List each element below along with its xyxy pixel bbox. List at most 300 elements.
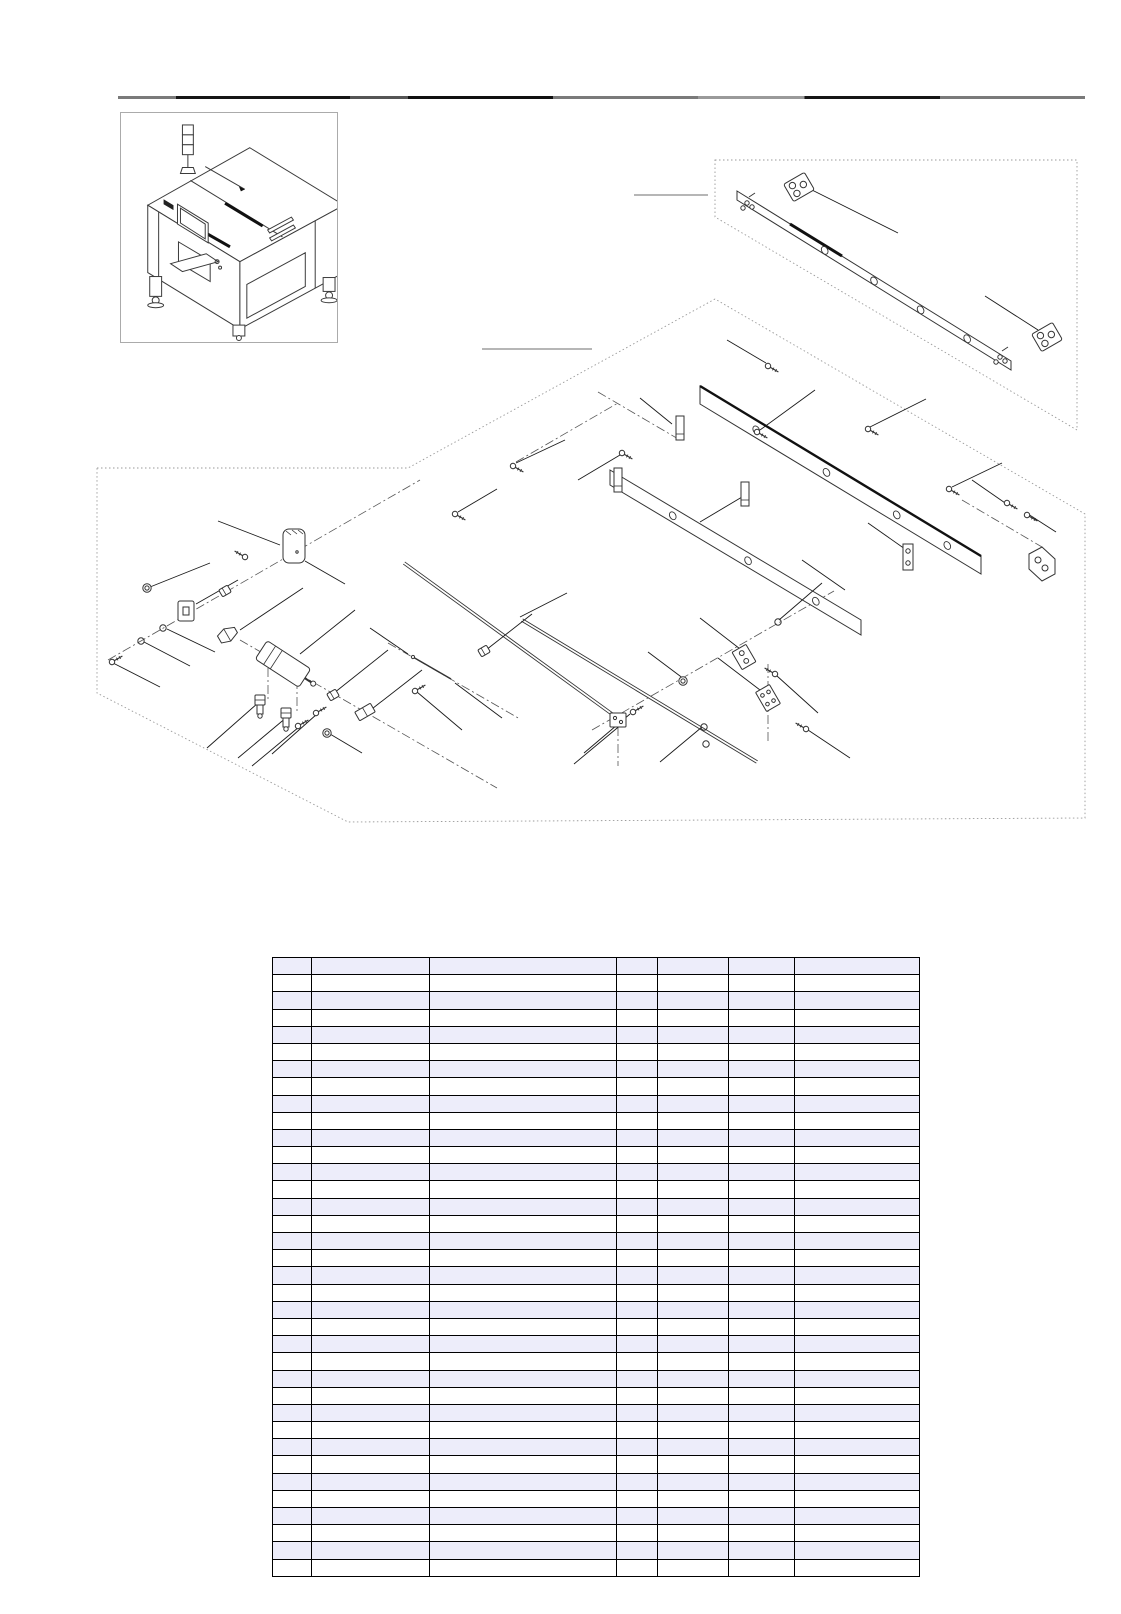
leader-line bbox=[985, 296, 1038, 330]
leader-line bbox=[777, 676, 818, 713]
leader-line bbox=[305, 561, 345, 584]
line bbox=[749, 193, 755, 197]
circle bbox=[145, 586, 149, 590]
part-screw bbox=[509, 462, 524, 474]
rect bbox=[283, 529, 305, 563]
leader-line bbox=[458, 489, 497, 512]
leader-line bbox=[574, 724, 622, 764]
rect bbox=[1032, 322, 1063, 351]
center-line bbox=[592, 591, 834, 730]
table-cell bbox=[729, 1095, 795, 1112]
circle bbox=[619, 720, 622, 723]
table-row bbox=[273, 1387, 920, 1404]
table-cell bbox=[273, 992, 312, 1009]
circle bbox=[509, 462, 516, 469]
leader-line bbox=[727, 340, 766, 363]
table-cell bbox=[729, 1336, 795, 1353]
part-shape bbox=[614, 468, 622, 492]
line bbox=[870, 430, 878, 435]
table-cell bbox=[658, 1542, 729, 1559]
table-cell bbox=[273, 1508, 312, 1525]
table-cell bbox=[312, 1112, 430, 1129]
circle bbox=[1035, 557, 1041, 563]
leader-line bbox=[648, 652, 684, 679]
table-cell bbox=[430, 1404, 617, 1421]
table-cell bbox=[273, 1198, 312, 1215]
table-row bbox=[273, 1061, 920, 1078]
table-cell bbox=[795, 1490, 920, 1507]
center-line bbox=[598, 392, 680, 440]
part-shape bbox=[255, 695, 265, 718]
table-cell bbox=[795, 1164, 920, 1181]
table-cell bbox=[273, 1233, 312, 1250]
table-row bbox=[273, 1250, 920, 1267]
table-cell bbox=[430, 975, 617, 992]
part-shape bbox=[794, 721, 809, 733]
table-cell bbox=[795, 1215, 920, 1232]
rect bbox=[741, 482, 749, 506]
leader-line bbox=[868, 523, 905, 549]
table-cell bbox=[729, 1422, 795, 1439]
table-cell bbox=[795, 1112, 920, 1129]
table-cell bbox=[312, 1250, 430, 1267]
part-elbow bbox=[281, 708, 291, 731]
table-row bbox=[273, 1301, 920, 1318]
table-cell bbox=[430, 1181, 617, 1198]
leader-line bbox=[812, 190, 898, 233]
table-cell bbox=[430, 1439, 617, 1456]
leader-line bbox=[300, 610, 355, 654]
leader-line bbox=[252, 727, 299, 766]
rect bbox=[614, 468, 622, 492]
table-cell bbox=[795, 975, 920, 992]
center-line bbox=[108, 480, 420, 660]
table-cell bbox=[617, 975, 658, 992]
part-shape bbox=[216, 624, 239, 646]
table-cell bbox=[430, 1542, 617, 1559]
leader-line bbox=[808, 730, 850, 758]
leader-line bbox=[330, 734, 362, 753]
table-row bbox=[273, 1147, 920, 1164]
table-cell bbox=[795, 1456, 920, 1473]
leader-line bbox=[516, 440, 565, 463]
part-shape bbox=[411, 683, 426, 695]
table-cell bbox=[795, 1078, 920, 1095]
table-cell bbox=[617, 1061, 658, 1078]
table-cell bbox=[312, 1147, 430, 1164]
table-cell bbox=[273, 1525, 312, 1542]
table-cell bbox=[795, 1061, 920, 1078]
table-cell bbox=[312, 1336, 430, 1353]
table-cell bbox=[617, 1043, 658, 1060]
table-cell bbox=[729, 1250, 795, 1267]
leader-line bbox=[660, 727, 702, 762]
table-cell bbox=[729, 1061, 795, 1078]
shaft-part bbox=[521, 621, 756, 763]
table-cell bbox=[273, 1318, 312, 1335]
part-pin bbox=[411, 655, 452, 681]
table-cell bbox=[795, 1009, 920, 1026]
circle bbox=[1023, 511, 1030, 518]
table-cell bbox=[617, 1508, 658, 1525]
part-shape bbox=[676, 416, 684, 440]
leader-line bbox=[870, 399, 926, 427]
part-washer bbox=[703, 741, 709, 747]
table-row bbox=[273, 1078, 920, 1095]
circle bbox=[451, 510, 458, 517]
table-cell bbox=[273, 1061, 312, 1078]
part-shape bbox=[756, 684, 781, 711]
table-cell bbox=[312, 975, 430, 992]
table-cell bbox=[658, 1370, 729, 1387]
part-block4 bbox=[756, 684, 781, 711]
line bbox=[457, 515, 465, 520]
part-shape bbox=[1029, 547, 1055, 581]
table-cell bbox=[729, 1181, 795, 1198]
part-bracket bbox=[676, 416, 684, 440]
part-shape bbox=[216, 624, 239, 646]
part-screw bbox=[1003, 499, 1018, 511]
table-cell bbox=[658, 1490, 729, 1507]
table-cell bbox=[617, 1147, 658, 1164]
line bbox=[413, 657, 451, 679]
polygon bbox=[216, 624, 239, 646]
table-cell bbox=[617, 1336, 658, 1353]
part-screw bbox=[794, 721, 809, 733]
table-cell bbox=[430, 1164, 617, 1181]
table-cell bbox=[430, 1198, 617, 1215]
table-cell bbox=[658, 1422, 729, 1439]
table-cell bbox=[729, 992, 795, 1009]
part-shape bbox=[756, 684, 781, 711]
part-shape bbox=[945, 485, 960, 497]
table-cell bbox=[617, 1370, 658, 1387]
leader-line bbox=[238, 717, 287, 758]
table-row bbox=[273, 1508, 920, 1525]
table-row bbox=[273, 1215, 920, 1232]
table-cell bbox=[658, 1164, 729, 1181]
part-shape bbox=[610, 713, 626, 727]
table-cell bbox=[430, 1336, 617, 1353]
table-cell bbox=[430, 1508, 617, 1525]
table-cell bbox=[617, 992, 658, 1009]
table-cell bbox=[312, 1129, 430, 1146]
table-cell bbox=[312, 1301, 430, 1318]
table-cell bbox=[795, 1129, 920, 1146]
leader-line bbox=[113, 663, 160, 687]
part-shape bbox=[281, 708, 291, 731]
table-cell bbox=[795, 1336, 920, 1353]
line bbox=[951, 490, 959, 495]
table-row bbox=[273, 1353, 920, 1370]
part-shape bbox=[283, 529, 305, 563]
table-cell bbox=[617, 1559, 658, 1576]
part-bracket2 bbox=[903, 544, 913, 570]
table-cell bbox=[430, 1129, 617, 1146]
rect bbox=[257, 705, 263, 714]
part-shape bbox=[323, 729, 331, 737]
center-line bbox=[516, 403, 618, 462]
leader-line bbox=[240, 588, 303, 630]
table-cell bbox=[795, 1233, 920, 1250]
parts-table bbox=[272, 957, 920, 1577]
table-row bbox=[273, 1129, 920, 1146]
table-row bbox=[273, 975, 920, 992]
table-cell bbox=[312, 1267, 430, 1284]
table-cell bbox=[312, 1490, 430, 1507]
polygon bbox=[1029, 547, 1055, 581]
table-cell bbox=[658, 1267, 729, 1284]
table-cell bbox=[729, 1043, 795, 1060]
leader-line bbox=[640, 398, 672, 424]
part-corner bbox=[1029, 547, 1055, 581]
table-cell bbox=[312, 1456, 430, 1473]
center-line bbox=[962, 500, 1042, 547]
leader-line bbox=[218, 521, 280, 545]
table-row bbox=[273, 1336, 920, 1353]
table-row bbox=[273, 1043, 920, 1060]
part-shape bbox=[255, 641, 321, 695]
table-cell bbox=[729, 1508, 795, 1525]
table-cell bbox=[795, 1542, 920, 1559]
table-row bbox=[273, 1318, 920, 1335]
table-cell bbox=[729, 1439, 795, 1456]
table-cell bbox=[795, 1267, 920, 1284]
table-cell bbox=[430, 1559, 617, 1576]
table-row bbox=[273, 1164, 920, 1181]
table-cell bbox=[658, 975, 729, 992]
table-cell bbox=[312, 1233, 430, 1250]
table-cell bbox=[729, 1387, 795, 1404]
part-block2 bbox=[732, 644, 756, 669]
table-cell bbox=[795, 1422, 920, 1439]
table-cell bbox=[273, 1456, 312, 1473]
table-cell bbox=[795, 1404, 920, 1421]
leader-line bbox=[802, 560, 845, 590]
table-cell bbox=[430, 1078, 617, 1095]
table-cell bbox=[795, 1043, 920, 1060]
table-cell bbox=[273, 1250, 312, 1267]
part-shape bbox=[741, 482, 749, 506]
circle bbox=[284, 727, 288, 731]
table-cell bbox=[729, 1026, 795, 1043]
leader-line bbox=[1028, 514, 1056, 532]
part-shape bbox=[478, 645, 491, 657]
table-cell bbox=[729, 1456, 795, 1473]
part-shape bbox=[1003, 499, 1018, 511]
line bbox=[624, 454, 632, 459]
table-cell bbox=[312, 1181, 430, 1198]
part-block3 bbox=[1032, 322, 1063, 351]
table-cell bbox=[312, 1422, 430, 1439]
table-cell bbox=[430, 1267, 617, 1284]
table-cell bbox=[617, 1250, 658, 1267]
part-shape bbox=[178, 601, 194, 621]
parts-table-body bbox=[273, 958, 920, 1577]
table-cell bbox=[729, 1284, 795, 1301]
part-shape bbox=[679, 677, 687, 685]
table-cell bbox=[312, 1387, 430, 1404]
table-cell bbox=[273, 1078, 312, 1095]
table-cell bbox=[795, 1353, 920, 1370]
table-cell bbox=[617, 1439, 658, 1456]
line bbox=[770, 367, 778, 372]
table-cell bbox=[729, 958, 795, 975]
part-screw bbox=[1023, 511, 1038, 523]
part-screw bbox=[945, 485, 960, 497]
part-shape bbox=[784, 172, 815, 201]
table-cell bbox=[795, 1301, 920, 1318]
table-cell bbox=[729, 1198, 795, 1215]
rect bbox=[478, 645, 491, 657]
leader-line bbox=[334, 650, 388, 693]
table-row bbox=[273, 1404, 920, 1421]
table-row bbox=[273, 1370, 920, 1387]
table-cell bbox=[273, 1353, 312, 1370]
table-header-row bbox=[273, 958, 920, 975]
part-shape bbox=[451, 510, 466, 522]
table-row bbox=[273, 1112, 920, 1129]
table-cell bbox=[430, 992, 617, 1009]
table-cell bbox=[617, 1301, 658, 1318]
table-cell bbox=[658, 1353, 729, 1370]
table-cell bbox=[273, 1215, 312, 1232]
table-cell bbox=[617, 1112, 658, 1129]
table-cell bbox=[658, 1147, 729, 1164]
table-row bbox=[273, 1490, 920, 1507]
leader-line bbox=[760, 390, 815, 430]
part-screw bbox=[864, 425, 879, 437]
rail-part bbox=[700, 386, 981, 574]
part-nut bbox=[143, 584, 151, 592]
line bbox=[1009, 504, 1017, 509]
table-cell bbox=[617, 1473, 658, 1490]
rect bbox=[283, 718, 289, 727]
table-cell bbox=[617, 1490, 658, 1507]
part-screw bbox=[411, 683, 426, 695]
table-cell bbox=[312, 1061, 430, 1078]
part-shape bbox=[108, 654, 123, 666]
table-cell bbox=[430, 1370, 617, 1387]
table-cell bbox=[795, 1387, 920, 1404]
table-cell bbox=[795, 1250, 920, 1267]
table-cell bbox=[273, 975, 312, 992]
table-cell bbox=[430, 1473, 617, 1490]
part-elbow bbox=[255, 695, 265, 718]
rail-bold-edge bbox=[700, 386, 981, 556]
table-cell bbox=[430, 1490, 617, 1507]
table-cell bbox=[729, 1559, 795, 1576]
table-cell bbox=[312, 1353, 430, 1370]
part-shape bbox=[478, 645, 491, 657]
table-cell bbox=[430, 1422, 617, 1439]
part-shape bbox=[143, 584, 151, 592]
rect bbox=[732, 644, 756, 669]
table-cell bbox=[658, 1233, 729, 1250]
table-cell bbox=[658, 992, 729, 1009]
table-cell bbox=[312, 1164, 430, 1181]
table-cell bbox=[430, 1147, 617, 1164]
table-row bbox=[273, 1559, 920, 1576]
leader-line bbox=[700, 618, 744, 652]
table-row bbox=[273, 1009, 920, 1026]
table-cell bbox=[312, 1404, 430, 1421]
table-cell bbox=[617, 1353, 658, 1370]
table-cell bbox=[430, 1112, 617, 1129]
part-shape bbox=[1023, 511, 1038, 523]
table-cell bbox=[658, 1250, 729, 1267]
circle bbox=[241, 553, 248, 560]
shaft-part bbox=[403, 564, 611, 715]
table-cell bbox=[273, 1026, 312, 1043]
table-cell bbox=[729, 1215, 795, 1232]
table-cell bbox=[273, 1181, 312, 1198]
part-shape bbox=[233, 549, 248, 561]
part-shape bbox=[219, 585, 232, 597]
table-cell bbox=[795, 1508, 920, 1525]
table-cell bbox=[430, 1250, 617, 1267]
table-cell bbox=[617, 1267, 658, 1284]
table-cell bbox=[273, 1112, 312, 1129]
table-cell bbox=[729, 1473, 795, 1490]
shaft-part bbox=[405, 562, 613, 713]
table-cell bbox=[658, 1456, 729, 1473]
part-shape bbox=[732, 644, 756, 669]
table-cell bbox=[312, 1078, 430, 1095]
table-cell bbox=[729, 1267, 795, 1284]
table-cell bbox=[273, 1422, 312, 1439]
table-cell bbox=[273, 1404, 312, 1421]
part-bushing bbox=[219, 585, 232, 597]
table-cell bbox=[729, 975, 795, 992]
table-cell bbox=[795, 1095, 920, 1112]
part-shape bbox=[618, 449, 633, 461]
table-cell bbox=[273, 1370, 312, 1387]
table-cell bbox=[617, 1095, 658, 1112]
table-cell bbox=[312, 1370, 430, 1387]
part-bracket bbox=[614, 468, 622, 492]
circle bbox=[750, 205, 754, 209]
line bbox=[796, 723, 804, 728]
table-cell bbox=[273, 1164, 312, 1181]
table-row bbox=[273, 1525, 920, 1542]
table-cell bbox=[617, 1387, 658, 1404]
table-cell bbox=[430, 958, 617, 975]
leader-line bbox=[972, 480, 1008, 505]
shaft-part bbox=[523, 619, 758, 761]
leader-line bbox=[207, 703, 258, 748]
table-cell bbox=[658, 958, 729, 975]
table-cell bbox=[273, 1336, 312, 1353]
circle bbox=[258, 714, 262, 718]
line bbox=[417, 685, 425, 690]
table-cell bbox=[617, 1525, 658, 1542]
rect bbox=[784, 172, 815, 201]
table-cell bbox=[658, 1473, 729, 1490]
table-cell bbox=[795, 1181, 920, 1198]
leader-line bbox=[144, 642, 190, 666]
table-cell bbox=[430, 1525, 617, 1542]
table-cell bbox=[312, 1542, 430, 1559]
part-shape bbox=[355, 703, 376, 721]
table-cell bbox=[658, 1043, 729, 1060]
circle bbox=[411, 687, 418, 694]
table-cell bbox=[729, 1353, 795, 1370]
table-row bbox=[273, 1198, 920, 1215]
table-cell bbox=[273, 1301, 312, 1318]
table-cell bbox=[430, 1026, 617, 1043]
part-bracket bbox=[741, 482, 749, 506]
